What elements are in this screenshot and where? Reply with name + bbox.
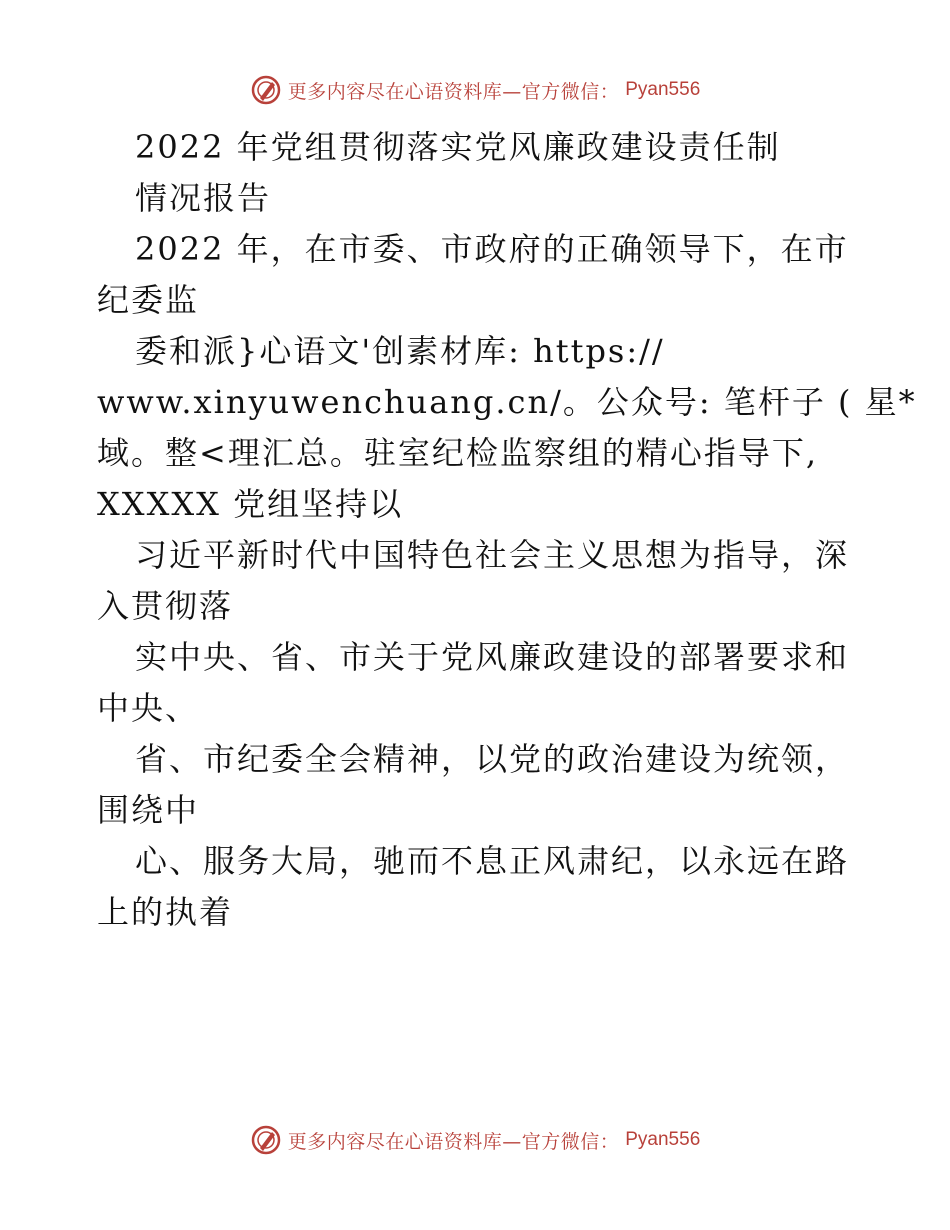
header-watermark-banner [0, 70, 950, 110]
doc-paragraph-line: 中央、 [97, 689, 200, 727]
doc-paragraph-line: 习近平新时代中国特色社会主义思想为指导，深 [135, 536, 850, 574]
doc-paragraph-line: 入贯彻落 [97, 587, 234, 625]
doc-paragraph-line: 心、服务大局，驰而不息正风肃纪，以永远在路 [135, 842, 850, 880]
header-banner-wechat-id: Pyan556 [625, 79, 701, 100]
doc-paragraph-line: www.xinyuwenchuang.cn/。公众号: 笔杆子 ( 星* [97, 383, 917, 421]
doc-paragraph-line: 上的执着 [97, 893, 234, 931]
pen-nib-logo-icon [250, 74, 282, 106]
doc-paragraph-line: 域。整<理汇总。驻室纪检监察组的精心指导下, [97, 434, 818, 472]
doc-paragraph-line: 围绕中 [97, 791, 200, 829]
doc-paragraph-line: 委和派}心语文'创素材库: https:// [135, 332, 665, 370]
doc-title-line-2: 情况报告 [135, 179, 272, 217]
header-banner-text: 更多内容尽在心语资料库—官方微信： [287, 80, 620, 103]
footer-watermark-banner [0, 1120, 950, 1160]
doc-paragraph-line: 2022 年，在市委、市政府的正确领导下，在市 [135, 230, 849, 268]
doc-paragraph-line: XXXXX 党组坚持以 [97, 485, 404, 523]
document-body [97, 122, 917, 938]
doc-paragraph-line: 纪委监 [97, 281, 200, 319]
pen-nib-logo-icon [250, 1124, 282, 1156]
doc-paragraph-line: 实中央、省、市关于党风廉政建设的部署要求和 [135, 638, 850, 676]
doc-title-line-1: 2022 年党组贯彻落实党风廉政建设责任制 [135, 128, 781, 166]
footer-banner-text: 更多内容尽在心语资料库—官方微信： [287, 1130, 620, 1153]
doc-paragraph-line: 省、市纪委全会精神，以党的政治建设为统领， [135, 740, 850, 778]
footer-banner-wechat-id: Pyan556 [625, 1129, 701, 1150]
